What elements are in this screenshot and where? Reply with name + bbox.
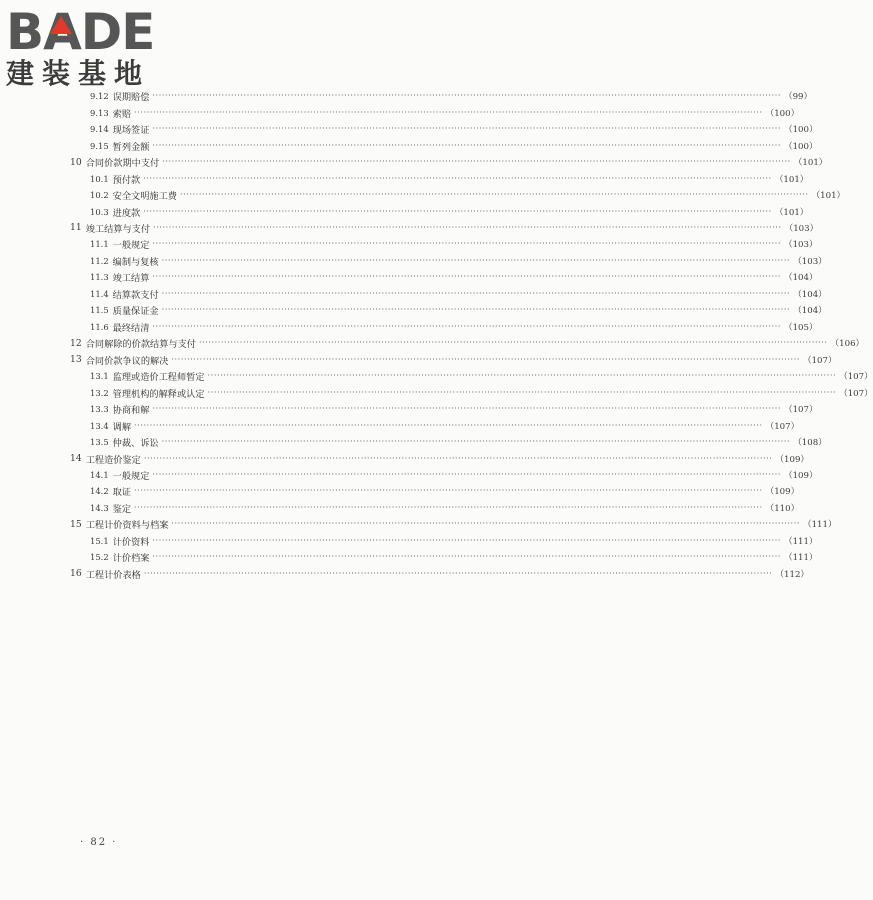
toc-leader-dots: ········································································································································································································: [152, 552, 781, 562]
toc-entry-number: 9.15: [90, 140, 109, 151]
watermark-logo: [6, 4, 176, 96]
toc-entry[interactable]: [60, 483, 800, 499]
toc-leader-dots: ········································································································································································································: [152, 321, 781, 331]
toc-leader-dots: ········································································································································································································: [134, 486, 763, 496]
toc-entry[interactable]: [60, 450, 810, 466]
toc-entry[interactable]: [60, 253, 827, 269]
toc-entry-page: （107）: [839, 388, 873, 399]
toc-leader-dots: ········································································································································································································: [161, 437, 791, 447]
toc-entry-page: （107）: [839, 372, 873, 383]
toc-entry-title: 索赔: [112, 108, 132, 120]
toc-entry-number: 13.2: [90, 387, 109, 398]
toc-entry-title: 监理或造价工程师暂定: [112, 372, 205, 384]
toc-leader-dots: ········································································································································································································: [171, 354, 800, 364]
toc-leader-dots: ········································································································································································································: [143, 206, 772, 216]
toc-leader-dots: ········································································································································································································: [143, 173, 772, 183]
toc-entry-title: 工程造价鉴定: [85, 454, 141, 466]
toc-leader-dots: ········································································································································································································: [134, 107, 763, 117]
toc-entry-page: （109）: [775, 454, 810, 465]
toc-entry[interactable]: [60, 137, 818, 153]
toc-leader-dots: ········································································································································································································: [198, 338, 828, 348]
toc-entry-title: 协商和解: [112, 405, 150, 417]
toc-entry-page: （112）: [775, 569, 810, 580]
toc-leader-dots: ········································································································································································································: [162, 157, 791, 167]
toc-entry-number: 11.4: [90, 288, 109, 299]
toc-leader-dots: ········································································································································································································: [161, 305, 791, 315]
logo-sub-text: 建装基地: [6, 57, 151, 90]
toc-entry-number: 16: [70, 568, 82, 580]
toc-entry[interactable]: [60, 549, 818, 565]
toc-leader-dots: ········································································································································································································: [152, 272, 781, 282]
toc-entry[interactable]: [60, 220, 819, 236]
toc-entry[interactable]: [60, 269, 818, 285]
toc-entry-number: 14.3: [90, 502, 109, 513]
toc-entry-title: 质量保证金: [112, 306, 159, 318]
toc-entry-page: （104）: [793, 306, 827, 317]
toc-entry-title: 鉴定: [112, 503, 132, 515]
toc-entry-title: 仲裁、诉讼: [112, 438, 159, 450]
toc-entry-page: （101）: [774, 174, 809, 185]
toc-entry-title: 一般规定: [112, 240, 150, 252]
toc-entry-page: （111）: [802, 520, 837, 531]
page-number: · 82 ·: [80, 837, 118, 848]
toc-entry-page: （104）: [784, 273, 818, 284]
toc-entry-title: 计价档案: [112, 553, 150, 565]
toc-entry-number: 11.6: [90, 321, 109, 332]
toc-entry[interactable]: [60, 434, 827, 450]
toc-entry-title: 预付款: [112, 174, 141, 186]
toc-leader-dots: ········································································································································································································: [134, 502, 763, 512]
toc-entry[interactable]: [60, 467, 818, 483]
toc-entry[interactable]: [60, 500, 800, 516]
toc-entry-page: （103）: [784, 240, 818, 251]
toc-entry-title: 暂列金额: [112, 141, 150, 153]
toc-entry[interactable]: [60, 319, 818, 335]
toc-entry[interactable]: [60, 335, 865, 351]
toc-entry[interactable]: [60, 302, 827, 318]
toc-entry-page: （100）: [765, 108, 800, 119]
toc-leader-dots: ········································································································································································································: [152, 239, 781, 249]
toc-entry-page: （106）: [830, 339, 865, 350]
toc-entry[interactable]: [60, 170, 809, 186]
toc-leader-dots: ········································································································································································································: [171, 519, 800, 529]
toc-entry-page: （105）: [784, 322, 818, 333]
toc-entry-number: 13.1: [90, 371, 109, 382]
toc-leader-dots: ········································································································································································································: [152, 124, 781, 134]
toc-entry-title: 取证: [112, 487, 132, 499]
toc-entry[interactable]: [60, 286, 827, 302]
toc-entry[interactable]: [60, 533, 818, 549]
toc-entry[interactable]: [60, 401, 818, 417]
toc-entry-title: 合同价款争议的解决: [85, 355, 169, 367]
toc-entry-number: 10: [70, 156, 82, 168]
toc-entry-number: 11.1: [90, 239, 109, 250]
toc-entry[interactable]: [60, 236, 818, 252]
toc-entry-page: （107）: [784, 405, 818, 416]
toc-leader-dots: ········································································································································································································: [179, 190, 809, 200]
toc-leader-dots: ········································································································································································································: [152, 404, 781, 414]
toc-entry-number: 9.14: [90, 124, 109, 135]
toc-entry-number: 12: [70, 337, 82, 349]
toc-entry[interactable]: [60, 368, 873, 384]
toc-entry-number: 9.12: [90, 91, 109, 102]
toc-entry[interactable]: [60, 121, 818, 137]
toc-leader-dots: ········································································································································································································: [143, 453, 773, 463]
toc-entry-number: 13.4: [90, 420, 109, 431]
toc-entry-page: （100）: [784, 141, 818, 152]
toc-entry[interactable]: [60, 352, 837, 368]
logo-accent-triangle-icon: [50, 16, 72, 34]
toc-entry-page: （110）: [765, 503, 800, 514]
toc-entry-number: 11.2: [90, 255, 109, 266]
toc-entry-page: （107）: [765, 421, 800, 432]
toc-leader-dots: ········································································································································································································: [152, 535, 781, 545]
toc-entry-number: 13.5: [90, 437, 109, 448]
toc-entry-page: （108）: [793, 438, 827, 449]
toc-entry-title: 合同价款期中支付: [85, 158, 160, 170]
toc-entry-title: 现场签证: [112, 125, 150, 137]
toc-entry-title: 工程计价表格: [85, 569, 141, 581]
toc-entry-title: 竣工结算: [112, 273, 150, 285]
toc-entry-page: （101）: [811, 191, 846, 202]
toc-entry-title: 合同解除的价款结算与支付: [85, 339, 196, 351]
toc-entry-page: （104）: [793, 289, 827, 300]
toc-entry-number: 14: [70, 453, 82, 465]
toc-entry-page: （109）: [784, 471, 818, 482]
toc-leader-dots: ········································································································································································································: [152, 140, 781, 150]
toc-entry-page: （100）: [784, 125, 818, 136]
toc-entry-title: 调解: [112, 421, 132, 433]
toc-entry-page: （103）: [784, 223, 819, 234]
toc-entry-page: （101）: [774, 207, 809, 218]
toc-entry-page: （107）: [802, 355, 837, 366]
toc-leader-dots: ········································································································································································································: [143, 568, 773, 578]
toc-entry-title: 编制与复核: [112, 256, 159, 268]
toc-entry-title: 管理机构的解释或认定: [112, 388, 205, 400]
toc-leader-dots: ········································································································································································································: [152, 470, 781, 480]
toc-entry[interactable]: [60, 384, 873, 400]
toc-entry[interactable]: [60, 417, 800, 433]
toc-entry-number: 11: [70, 222, 82, 234]
toc-entry-number: 15.1: [90, 535, 109, 546]
toc-entry-number: 14.2: [90, 486, 109, 497]
toc-entry-number: 11.5: [90, 305, 109, 316]
toc-leader-dots: ········································································································································································································: [153, 222, 782, 232]
toc-entry-page: （109）: [765, 487, 800, 498]
toc-entry-title: 最终结清: [112, 322, 150, 334]
logo-main-text: BADE: [6, 3, 155, 61]
toc-entry-title: 竣工结算与支付: [85, 223, 151, 235]
toc-entry-page: （103）: [793, 256, 827, 267]
toc-leader-dots: ········································································································································································································: [152, 91, 781, 101]
toc-entry-number: 10.1: [90, 173, 109, 184]
toc-entry-number: 10.3: [90, 206, 109, 217]
toc-entry-number: 11.3: [90, 272, 109, 283]
toc-entry-page: （111）: [784, 553, 818, 564]
toc-entry-number: 15: [70, 518, 82, 530]
toc-entry[interactable]: [60, 516, 837, 532]
toc-entry-title: 结算款支付: [112, 289, 159, 301]
toc-entry-number: 9.13: [90, 107, 109, 118]
toc-entry-title: 工程计价资料与档案: [85, 520, 169, 532]
toc-entry[interactable]: [60, 104, 800, 120]
toc-entry-title: 一般规定: [112, 471, 150, 483]
toc-entry[interactable]: [60, 154, 828, 170]
toc-entry-number: 10.2: [90, 190, 109, 201]
toc-entry[interactable]: [60, 203, 809, 219]
toc-leader-dots: ········································································································································································································: [161, 288, 791, 298]
toc-entry[interactable]: [60, 566, 810, 582]
toc-entry-page: （101）: [793, 158, 828, 169]
toc-leader-dots: ········································································································································································································: [207, 387, 837, 397]
toc-leader-dots: ········································································································································································································: [207, 371, 837, 381]
toc-entry-title: 计价资料: [112, 536, 150, 548]
toc-entry-number: 13: [70, 354, 82, 366]
toc-entry-number: 14.1: [90, 470, 109, 481]
toc-entry[interactable]: [60, 88, 813, 104]
toc-entry-title: 误期赔偿: [112, 92, 150, 104]
table-of-contents: [60, 88, 873, 582]
toc-entry-page: （111）: [784, 536, 818, 547]
toc-entry-page: （99）: [784, 92, 813, 103]
toc-entry-title: 进度款: [112, 207, 141, 219]
toc-entry-title: 安全文明施工费: [112, 191, 177, 203]
toc-entry-number: 15.2: [90, 552, 109, 563]
toc-leader-dots: ········································································································································································································: [134, 420, 763, 430]
toc-entry-number: 13.3: [90, 404, 109, 415]
toc-leader-dots: ········································································································································································································: [161, 255, 791, 265]
toc-entry[interactable]: [60, 187, 846, 203]
